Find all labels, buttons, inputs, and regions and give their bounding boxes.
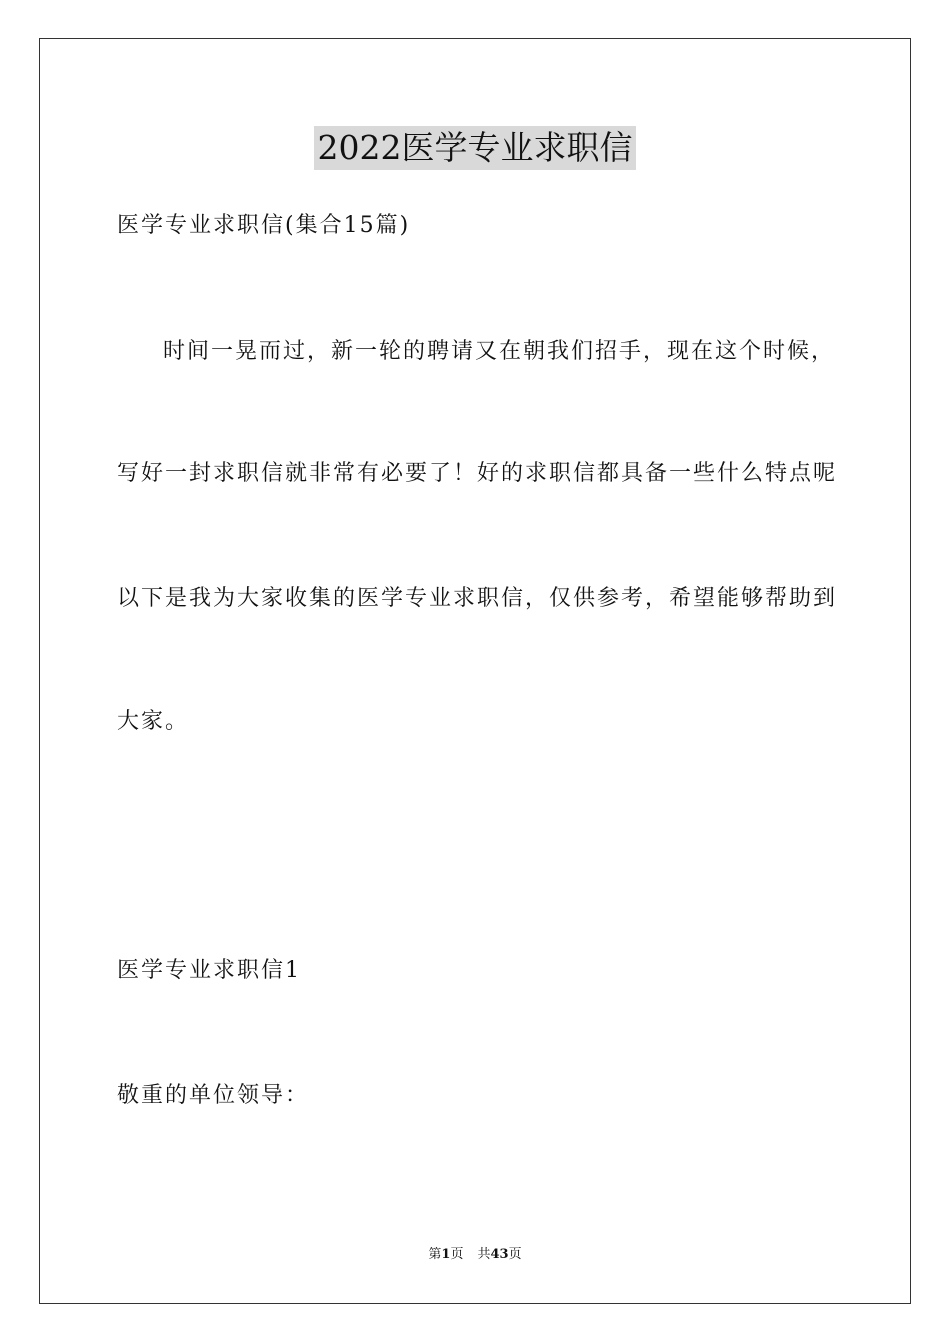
footer-page-suffix: 页: [450, 1247, 464, 1262]
footer-total-suffix: 页: [508, 1247, 522, 1262]
intro-line-4: 大家。: [117, 709, 190, 734]
document-title: 2022医学专业求职信: [314, 126, 637, 170]
salutation: 敬重的单位领导：: [117, 1083, 310, 1108]
footer-total-prefix: 共: [477, 1247, 491, 1262]
footer-total-pages: 43: [490, 1247, 509, 1262]
intro-line-3: 以下是我为大家收集的医学专业求职信，仅供参考，希望能够帮助到: [117, 586, 838, 611]
page-footer: [0, 1246, 950, 1264]
intro-line-2: 写好一封求职信就非常有必要了！好的求职信都具备一些什么特点呢: [117, 461, 838, 486]
intro-line-1: 时间一晃而过，新一轮的聘请又在朝我们招手，现在这个时候，: [163, 339, 836, 364]
footer-current-page: 1: [441, 1247, 451, 1262]
document-subtitle: 医学专业求职信(集合15篇): [117, 213, 411, 238]
footer-prefix: 第: [428, 1247, 442, 1262]
section-heading: 医学专业求职信1: [117, 958, 301, 983]
title-container: [0, 126, 950, 170]
